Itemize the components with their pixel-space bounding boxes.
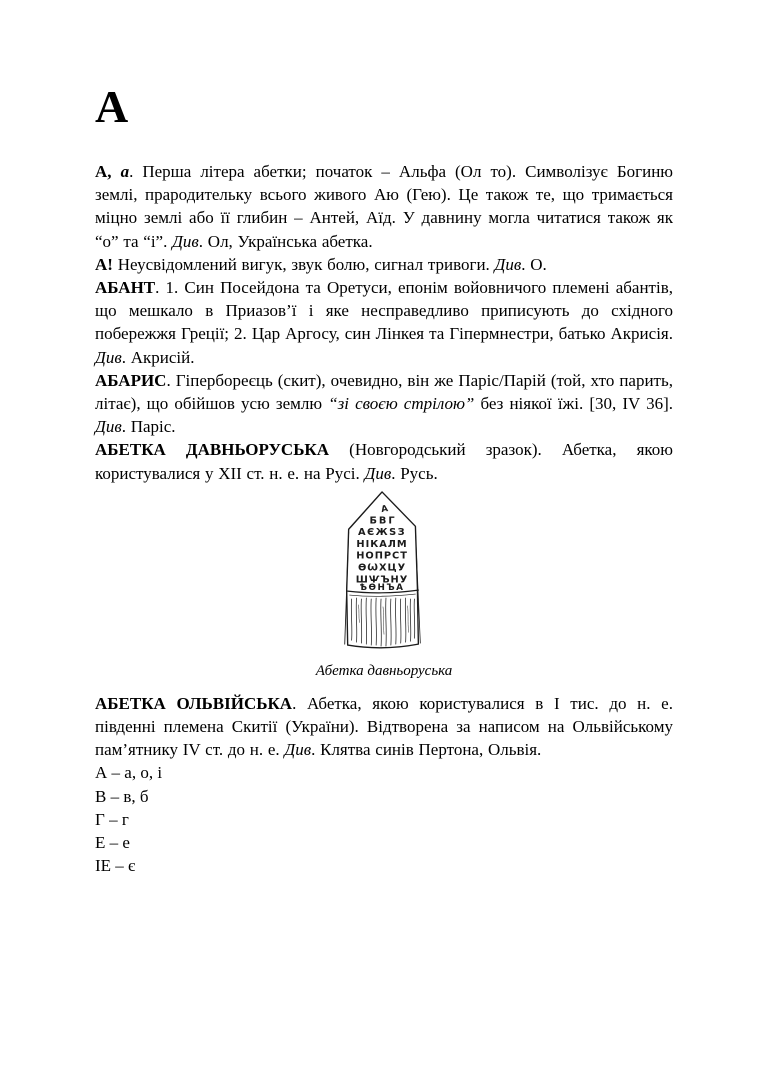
entry-abetka-olviiska bbox=[95, 692, 673, 762]
figure-stone bbox=[95, 489, 673, 680]
stone-letters-row: ШѰЪНУ bbox=[355, 574, 409, 586]
text-segment: . Паріс. bbox=[121, 417, 176, 437]
letter-mapping-item: А – а, о, і bbox=[95, 763, 163, 783]
text-segment: . Ол, Українська абетка. bbox=[198, 231, 373, 251]
quotation: “зі своєю стрілою” bbox=[328, 394, 475, 414]
stone-hatching bbox=[351, 598, 414, 646]
letter-mapping-item: В – в, б bbox=[95, 786, 149, 806]
figure-caption: Абетка давньоруська bbox=[315, 662, 453, 679]
stone-letters-row: БВГ bbox=[369, 515, 397, 527]
stone-letters-row: ѲѠХЦУ bbox=[357, 562, 407, 574]
cross-reference: Див bbox=[95, 417, 122, 437]
cross-reference: Див bbox=[364, 463, 392, 483]
section-letter-heading: А bbox=[95, 81, 129, 132]
text-segment: Неусвідомлений вигук, звук болю, сигнал тривоги. bbox=[112, 254, 495, 274]
stone-letters-row: НОПРСТ bbox=[356, 550, 408, 562]
text-segment: . Акрисій. bbox=[121, 347, 195, 367]
text-segment: . Абетка, якою користувалися в І тис. до н. е. південні племена Скитії (України). Відтворена за написом на Ольвійському пам’ятнику IV ст. до н. е. bbox=[95, 693, 673, 760]
cross-reference: Див bbox=[494, 254, 522, 274]
headword: АБЕТКА ДАВНЬОРУСЬКА bbox=[95, 440, 330, 460]
headword: А, bbox=[95, 162, 121, 181]
text-segment: (Новгородський зразок). Абетка, якою користувалися у XII ст. н. е. на Русі. bbox=[95, 440, 673, 483]
entry-a-exclaim bbox=[95, 253, 673, 276]
letter-mapping-item: Г – г bbox=[95, 809, 129, 829]
text-segment: . 1. Син Посейдона та Оретуси, епонім войовничого племені абантів, що мешкало в Приазов’ї і яке несправедливо приписують до східного побережжя Греції; 2. Цар Аргосу, син Лінкея та Гіпермнестри, батько Акрисія. bbox=[95, 278, 673, 344]
text-segment: . Клятва синів Пертона, Ольвія. bbox=[311, 740, 542, 760]
dictionary-page bbox=[0, 81, 768, 877]
letter-mapping-item: ІЕ – є bbox=[95, 856, 136, 876]
text-segment: . Русь. bbox=[391, 463, 438, 483]
entry-a bbox=[95, 160, 673, 253]
letter-mapping-item: Е – е bbox=[95, 833, 130, 853]
headword: АБАНТ bbox=[95, 278, 156, 298]
stone-letters-row: А bbox=[380, 503, 389, 515]
letter-mapping-list bbox=[95, 761, 673, 877]
entry-abant bbox=[95, 276, 673, 369]
cross-reference: Див bbox=[95, 347, 122, 367]
text-segment: без ніякої їжі. [30, IV 36]. bbox=[474, 394, 673, 414]
entry-abarys bbox=[95, 369, 673, 439]
entry-abetka-davnoruska bbox=[95, 438, 673, 484]
stone-letters-row: НІКАЛМ bbox=[356, 538, 408, 550]
cross-reference: Див bbox=[172, 231, 199, 251]
stone-letters-row: АЄЖЅЗ bbox=[357, 526, 407, 538]
text-segment: . Гіпербореєць (скит), очевидно, він же Паріс/Парій (той, хто парить, літає), що обійшов усю землю bbox=[95, 370, 673, 414]
headword: АБАРИС bbox=[95, 370, 167, 390]
stone-illustration bbox=[325, 489, 443, 651]
headword: АБЕТКА ОЛЬВІЙСЬКА bbox=[95, 693, 293, 713]
stone-letters-row: ѢѲНЪА bbox=[359, 582, 405, 593]
text-segment: . Перша літера абетки; початок – Альфа (Ол то). Символізує Богиню землі, прародительку всього живого Аю (Гею). Це також те, що тримається міцно землі або її глибин – Антей, Аїд. У давнину могла читатися також як “о” та “і”. bbox=[95, 162, 673, 251]
headword: А! bbox=[95, 254, 113, 274]
headword-lowercase: а bbox=[120, 162, 130, 181]
stone-letters bbox=[356, 504, 409, 593]
cross-reference: Див bbox=[284, 740, 312, 760]
text-segment: . О. bbox=[521, 254, 547, 274]
